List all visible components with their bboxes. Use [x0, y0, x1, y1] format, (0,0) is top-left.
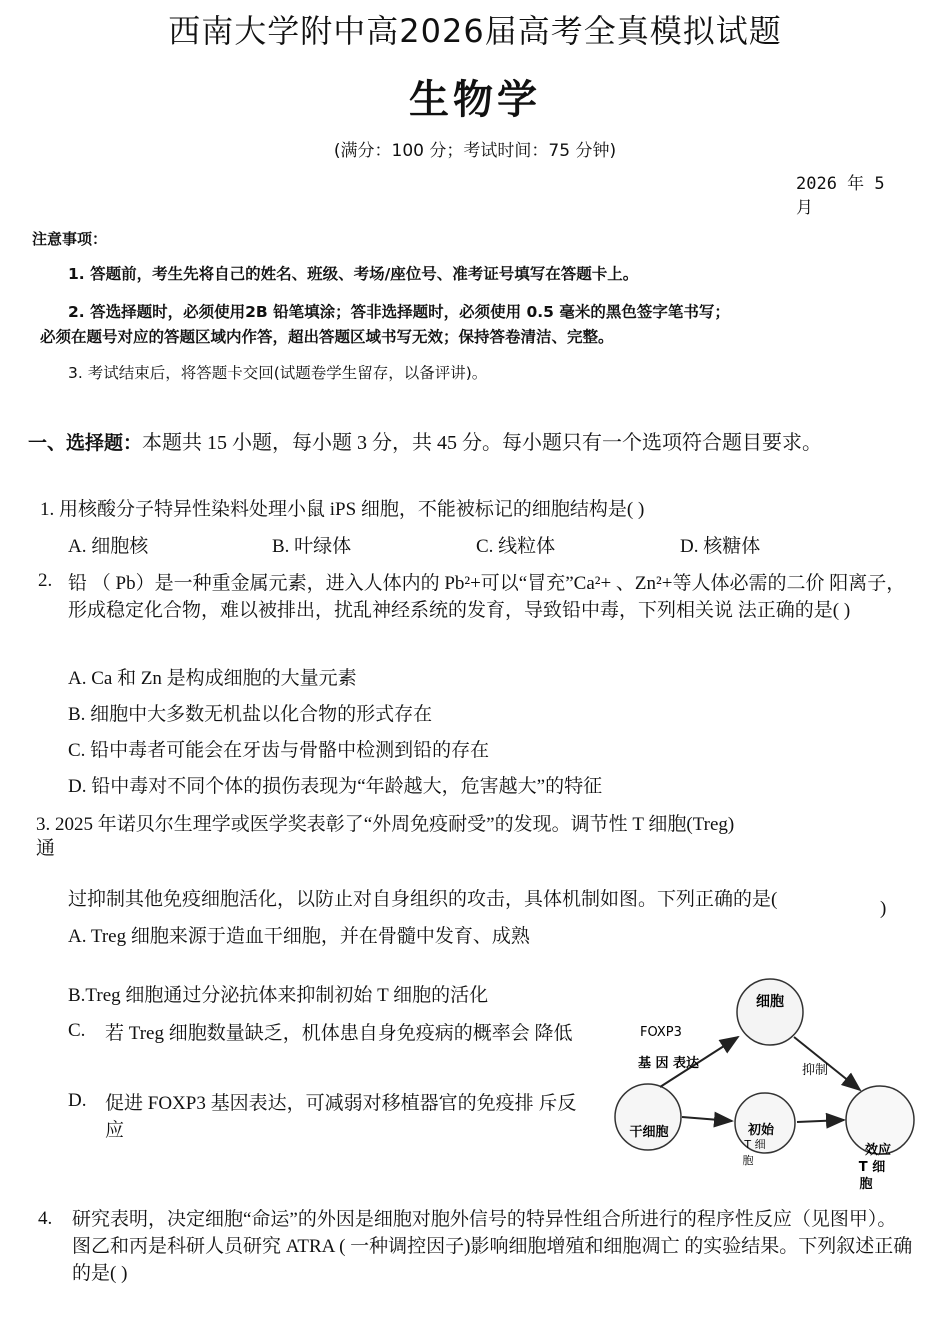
stem-cell-circle	[615, 1084, 681, 1150]
notice-item-2-line-2: 必须在题号对应的答题区域内作答，超出答题区域书写无效；保持答卷清洁、完整。	[40, 328, 614, 346]
question-1-option-d: D. 核糖体	[680, 536, 761, 557]
question-2-option-b: B. 细胞中大多数无机盐以化合物的形式存在	[68, 704, 433, 725]
question-3-stem-line-1-wrap: 通	[36, 838, 56, 859]
question-3-option-c: 若 Treg 细胞数量缺乏，机体患自身免疫病的概率会 降低	[105, 1023, 573, 1044]
question-2-number: 2.	[38, 570, 53, 591]
arrow-stem-to-naive	[682, 1117, 732, 1121]
question-3-option-a: A. Treg 细胞来源于造血干细胞，并在骨髓中发育、成熟	[68, 926, 530, 947]
notice-item-2-line-1: 2. 答选择题时，必须使用2B 铅笔填涂；答非选择题时，必须使用 0.5 毫米的黑色签字笔书写；	[68, 303, 730, 321]
notice-heading: 注意事项：	[32, 230, 108, 248]
exam-title: 西南大学附中高2026届高考全真模拟试题	[168, 12, 782, 50]
question-2-stem: 铅 （ Pb）是一种重金属元素，进入人体内的 Pb²+可以“冒充”Ca²+ 、Zn²+等人体必需的二价 阳离子，形成稳定化合物，难以被排出，扰乱神经系统的发育，导致铅中毒，下列相关说 法正确的是( )	[68, 573, 906, 621]
subject-title: 生物学	[409, 77, 541, 123]
question-3-option-b: B.Treg 细胞通过分泌抗体来抑制初始 T 细胞的活化	[68, 985, 489, 1006]
question-2-option-d: D. 铅中毒对不同个体的损伤表现为“年龄越大，危害越大”的特征	[68, 776, 603, 797]
question-3-option-d: 促进 FOXP3 基因表达，可减弱对移植器官的免疫排 斥反应	[105, 1093, 577, 1141]
question-4-number: 4.	[38, 1208, 53, 1229]
naive-t-cell-label-2: T 细	[744, 1138, 766, 1151]
arrow-naive-to-effector	[797, 1120, 844, 1122]
question-3-stem-line-2: 过抑制其他免疫细胞活化，以防止对自身组织的攻击，具体机制如图。下列正确的是(	[68, 889, 778, 910]
question-1-stem: 1. 用核酸分子特异性染料处理小鼠 iPS 细胞，不能被标记的细胞结构是( )	[40, 499, 645, 520]
effector-t-cell-label-2: T 细	[858, 1160, 886, 1175]
naive-t-cell-label-3: 胞	[742, 1154, 754, 1167]
gene-expression-label: 基 因 表达	[638, 1056, 700, 1071]
naive-t-cell-label-1: 初始	[747, 1123, 775, 1138]
question-2-option-a: A. Ca 和 Zn 是构成细胞的大量元素	[68, 668, 357, 689]
foxp3-label: FOXP3	[640, 1025, 682, 1040]
question-1-option-a: A. 细胞核	[68, 536, 149, 557]
question-4-stem: 研究表明，决定细胞“命运”的外因是细胞对胞外信号的特异性组合所进行的程序性反应（见图甲）。图乙和丙是科研人员研究 ATRA ( 一种调控因子)影响细胞增殖和细胞凋亡 的实验结果。下列叙述正确的是( )	[72, 1209, 913, 1284]
question-1-option-b: B. 叶绿体	[272, 536, 352, 557]
question-1-option-c: C. 线粒体	[476, 536, 556, 557]
question-3-option-c-number: C.	[68, 1020, 86, 1041]
treg-cell-circle	[737, 979, 803, 1045]
question-3-option-d-number: D.	[68, 1090, 87, 1111]
exam-date: 2026 年 5 月	[796, 174, 885, 218]
section-1-text: 本题共 15 小题，每小题 3 分，共 45 分。每小题只有一个选项符合题目要求。	[142, 432, 823, 454]
question-2-option-c: C. 铅中毒者可能会在牙齿与骨骼中检测到铅的存在	[68, 740, 490, 761]
effector-t-cell-label-1: 效应	[864, 1143, 892, 1158]
question-3-stem-line-1: 3. 2025 年诺贝尔生理学或医学奖表彰了“外周免疫耐受”的发现。调节性 T 细胞(Treg)	[36, 814, 735, 835]
effector-t-cell-label-3: 胞	[859, 1177, 873, 1192]
question-3-paren: )	[880, 898, 887, 919]
notice-item-3: 3. 考试结束后，将答题卡交回(试题卷学生留存，以备评讲)。	[68, 364, 488, 382]
section-1-lead: 一、选择题：	[28, 432, 143, 454]
treg-mechanism-diagram	[610, 975, 930, 1195]
stem-cell-label: 干细胞	[629, 1125, 669, 1140]
inhibit-label: 抑制	[802, 1063, 829, 1078]
exam-meta: (满分：100 分；考试时间：75 分钟)	[333, 141, 617, 161]
section-1-title	[28, 430, 908, 456]
treg-cell-label: 细胞	[756, 994, 784, 1010]
notice-item-1: 1. 答题前，考生先将自己的姓名、班级、考场/座位号、准考证号填写在答题卡上。	[68, 265, 639, 283]
